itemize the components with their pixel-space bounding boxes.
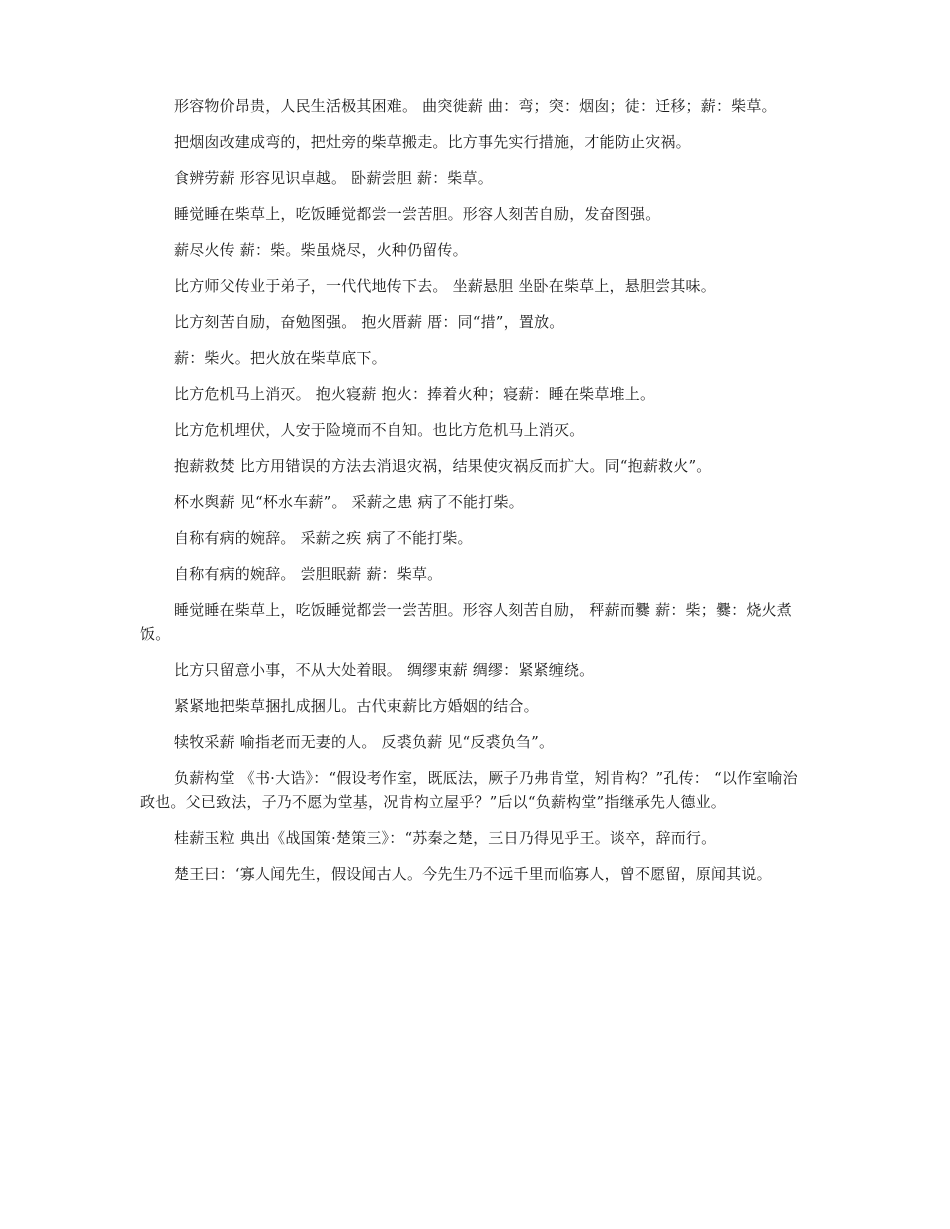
paragraph: 犊牧采薪 喻指老而无妻的人。 反裘负薪 见“反裘负刍”。 xyxy=(174,733,555,751)
paragraph: 楚王曰：‘寡人闻先生，假设闻古人。今先生乃不远千里而临寡人，曾不愿留，原闻其说。 xyxy=(174,865,772,883)
paragraph: 薪：柴火。把火放在柴草底下。 xyxy=(174,349,387,367)
paragraph: 杯水舆薪 见“杯水车薪”。 采薪之患 病了不能打柴。 xyxy=(174,493,524,511)
paragraph: 抱薪救焚 比方用错误的方法去消退灾祸，结果使灾祸反而扩大。同“抱薪救火”。 xyxy=(174,457,712,475)
paragraph: 比方师父传业于弟子，一代代地传下去。 坐薪悬胆 坐卧在柴草上，悬胆尝其味。 xyxy=(174,277,716,295)
paragraph: 睡觉睡在柴草上，吃饭睡觉都尝一尝苦胆。形容人刻苦自励， 秤薪而爨 薪：柴；爨：烧火煮饭。 xyxy=(140,601,792,643)
paragraph: 把烟囱改建成弯的，把灶旁的柴草搬走。比方事先实行措施，才能防止灾祸。 xyxy=(174,133,691,151)
document-page xyxy=(140,94,812,898)
paragraph: 桂薪玉粒 典出《战国策·楚策三》：“苏秦之楚，三日乃得见乎王。谈卒，辞而行。 xyxy=(174,829,717,847)
paragraph: 负薪构堂 《书·大诰》：“假设考作室，既厎法，厥子乃弗肯堂，矧肯构？”孔传： “以作室喻治政也。父已致法，子乃不愿为堂基，况肯构立屋乎？”后以“负薪构堂”指继承先人德业。 xyxy=(140,769,798,811)
paragraph: 紧紧地把柴草捆扎成捆儿。古代束薪比方婚姻的结合。 xyxy=(174,697,539,715)
paragraph: 比方危机马上消灭。 抱火寝薪 抱火：捧着火种；寝薪：睡在柴草堆上。 xyxy=(174,385,656,403)
paragraph: 自称有病的婉辞。 尝胆眠薪 薪：柴草。 xyxy=(174,565,443,583)
paragraph: 比方只留意小事，不从大处着眼。 绸缪束薪 绸缪：紧紧缠绕。 xyxy=(174,661,595,679)
paragraph: 比方刻苦自励，奋勉图强。 抱火厝薪 厝：同“措”，置放。 xyxy=(174,313,565,331)
paragraph: 比方危机埋伏，人安于险境而不自知。也比方危机马上消灭。 xyxy=(174,421,585,439)
paragraph: 形容物价昂贵，人民生活极其困难。 曲突徙薪 曲：弯；突：烟囱；徒：迁移；薪：柴草。 xyxy=(174,97,777,115)
paragraph: 薪尽火传 薪：柴。柴虽烧尽，火种仍留传。 xyxy=(174,241,468,259)
paragraph: 自称有病的婉辞。 采薪之疾 病了不能打柴。 xyxy=(174,529,473,547)
paragraph: 睡觉睡在柴草上，吃饭睡觉都尝一尝苦胆。形容人刻苦自励，发奋图强。 xyxy=(174,205,661,223)
paragraph: 食辨劳薪 形容见识卓越。 卧薪尝胆 薪：柴草。 xyxy=(174,169,493,187)
